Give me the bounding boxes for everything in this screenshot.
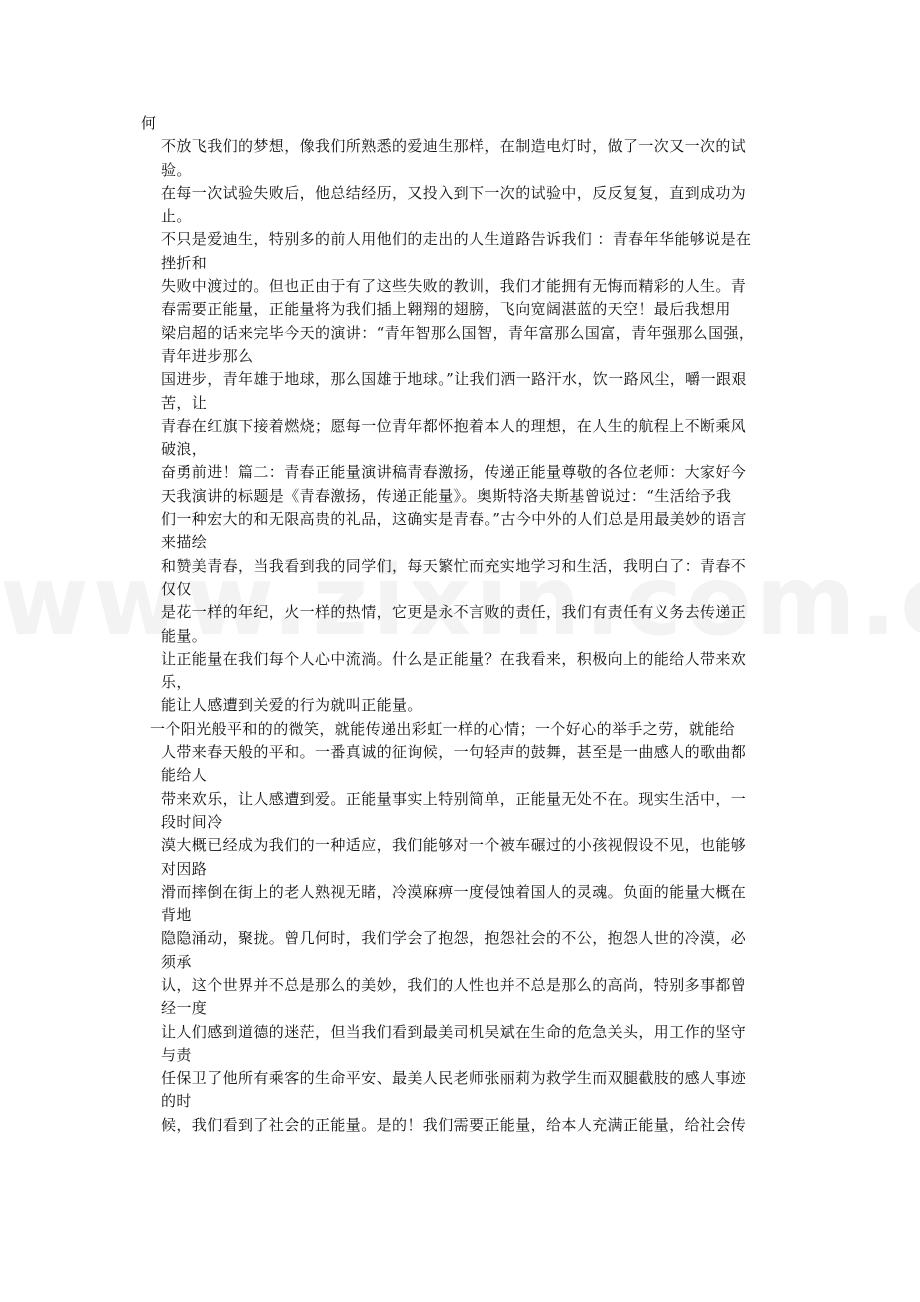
text-line: 是花一样的年纪，火一样的热情，它更是永不言败的责任，我们有责任有义务去传递正 (161, 603, 747, 622)
text-line: 苦，让 (161, 393, 208, 412)
text-line: 经一度 (161, 999, 208, 1018)
text-line: 乐， (161, 673, 192, 692)
text-line: 带来欢乐，让人感遭到爱。正能量事实上特别简单，正能量无处不在。现实生活中，一 (161, 789, 747, 808)
text-line: 不只是爱迪生，特别多的前人用他们的走出的人生道路告诉我们 ：青春年华能够说是在 (161, 230, 752, 249)
text-line: 一个阳光般平和的的微笑，就能传递出彩虹一样的心情；一个好心的举手之劳，就能给 (150, 719, 736, 738)
text-line: 止。 (161, 207, 192, 226)
text-line: 挫折和 (161, 253, 208, 272)
text-line: 不放飞我们的梦想，像我们所熟悉的爱迪生那样，在制造电灯时，做了一次又一次的试 (161, 137, 747, 156)
text-line: 天我演讲的标题是《青春激扬，传递正能量》。奥斯特洛夫斯基曾说过：“生活给予我 (161, 486, 732, 505)
text-line: 对因路 (161, 859, 208, 878)
text-line: 认，这个世界并不总是那么的美妙，我们的人性也并不总是那么的高尚，特别多事都曾 (161, 975, 747, 994)
text-line: 能给人 (161, 766, 208, 785)
text-line: 春需要正能量，正能量将为我们插上翱翔的翅膀，飞向宽阔湛蓝的天空！最后我想用 (161, 300, 731, 319)
text-line: 仅仅 (161, 579, 192, 598)
text-line: 们一种宏大的和无限高贵的礼品，这确实是青春。”古今中外的人们总是用最美妙的语言 (161, 510, 747, 529)
text-line: 人带来春天般的平和。一番真诚的征询候，一句轻声的鼓舞，甚至是一曲感人的歌曲都 (161, 743, 747, 762)
text-line: 来描绘 (161, 533, 208, 552)
text-line: 能量。 (161, 626, 208, 645)
text-line: 失败中渡过的。但也正由于有了这些失败的教训，我们才能拥有无悔而精彩的人生。青 (161, 277, 747, 296)
text-line: 青年进步那么 (161, 346, 254, 365)
text-line: 破浪， (161, 440, 208, 459)
text-line: 隐隐涌动，聚拢。曾几何时，我们学会了抱怨，抱怨社会的不公，抱怨人世的冷漠，必 (161, 929, 747, 948)
text-line: 与责 (161, 1045, 192, 1064)
text-line: 段时间冷 (161, 812, 223, 831)
text-line: 验。 (161, 160, 192, 179)
text-line: 青春在红旗下接着燃烧；愿每一位青年都怀抱着本人的理想，在人生的航程上不断乘风 (161, 416, 747, 435)
text-line: 候，我们看到了社会的正能量。是的！我们需要正能量，给本人充满正能量，给社会传 (161, 1115, 747, 1134)
text-line: 能让人感遭到关爱的行为就叫正能量。 (161, 696, 423, 715)
text-line: 让人们感到道德的迷茫，但当我们看到最美司机吴斌在生命的危急关头，用工作的坚守 (161, 1022, 747, 1041)
text-line: 须承 (161, 952, 192, 971)
text-line: 在每一次试验失败后，他总结经历，又投入到下一次的试验中，反反复复，直到成功为 (161, 183, 747, 202)
text-line: 让正能量在我们每个人心中流淌。什么是正能量？在我看来，积极向上的能给人带来欢 (161, 649, 747, 668)
text-line: 和赞美青春，当我看到我的同学们，每天繁忙而充实地学习和生活，我明白了：青春不 (161, 556, 747, 575)
text-line: 奋勇前进！篇二：青春正能量演讲稿青春激扬，传递正能量尊敬的各位老师：大家好今 (161, 463, 747, 482)
text-line: 国进步，青年雄于地球，那么国雄于地球。”让我们洒一路汗水，饮一路风尘，嚼一跟艰 (161, 370, 747, 389)
text-line: 任保卫了他所有乘客的生命平安、最美人民老师张丽莉为救学生而双腿截肢的感人事迹 (161, 1069, 747, 1088)
text-line: 的时 (161, 1092, 192, 1111)
text-line: 何 (141, 114, 157, 132)
text-line: 背地 (161, 906, 192, 925)
text-line: 漠大概已经成为我们的一种适应，我们能够对一个被车碾过的小孩视假设不见，也能够 (161, 836, 747, 855)
text-line: 梁启超的话来完毕今天的演讲：“青年智那么国智，青年富那么国富，青年强那么国强， (161, 323, 755, 342)
text-line: 滑而摔倒在街上的老人熟视无睹，冷漠麻痹一度侵蚀着国人的灵魂。负面的能量大概在 (161, 882, 747, 901)
body-text (141, 112, 791, 1137)
